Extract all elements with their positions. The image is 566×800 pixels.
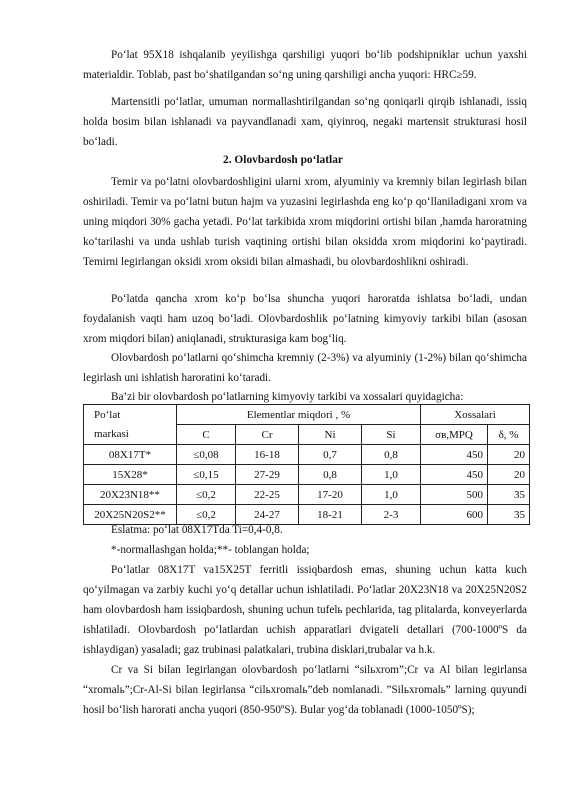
table-row bbox=[84, 485, 530, 505]
cell-c: ≤0,15 bbox=[177, 465, 236, 485]
table-row bbox=[84, 465, 530, 485]
header-ni: Ni bbox=[299, 425, 362, 445]
paragraph: Po‘latda qancha xrom ko‘p bo‘lsa shuncha yuqori haroratda ishlatsa bo‘ladi, undan foydalanish vaqti ham uzoq bo‘ladi. Olovbardoshlik po‘latning kimyoviy tarkibi bilan (asosan xrom miqdori bilan) aniqlanadi, strukturasiga kam bog‘liq. bbox=[83, 293, 527, 345]
paragraph: Martensitli po‘latlar, umuman normallashtirilgandan so‘ng qoniqarli qirqib ishlanadi, issiq holda bosim bilan ishlanadi va payvandlanadi xam, qiyinroq, negaki martensit strukturasi hosil bo‘ladi. bbox=[83, 96, 527, 148]
cell-sigma: 450 bbox=[421, 445, 488, 465]
cell-si: 1,0 bbox=[362, 465, 421, 485]
section-heading: 2. Olovbardosh po‘latlar bbox=[223, 154, 343, 166]
paragraph: Po‘lat 95X18 ishqalanib yeyilishga qarshiligi yuqori bo‘lib podshipniklar uchun yaxshi materialdir. Toblab, past bo‘shatilgandan so‘ng uning qarshiligi ancha yuqori: HRC≥59. bbox=[83, 49, 527, 81]
cell-ni: 17-20 bbox=[299, 485, 362, 505]
paragraph: Po‘latlar 08X17T va15X25T ferritli issiqbardosh emas, shuning uchun katta kuch qo‘yilmagan va zarbiy kuchi yo‘q detallar uchun ishlatiladi. Po‘latlar 20X23N18 va 20X25N20S2 ham olovbardosh ham issiqbardosh, shuning uchun tufelь pechlarida, tag plitalarda, konveyerlarda ishlatiladi. Olovbardosh po‘latlardan uchish apparatlari dvigateli detallari (700-1000ºS da ishlaydigan) yasaladi; gaz trubinasi palatkalari, trubina disklari,trubalar va h.k. bbox=[83, 564, 527, 656]
paragraph: Olovbardosh po‘latlarni qo‘shimcha kremniy (2-3%) va alyuminiy (1-2%) bilan qo‘shimcha legirlash uni ishlatish haroratini ko‘taradi. bbox=[83, 352, 527, 384]
header-si: Si bbox=[362, 425, 421, 445]
header-grade-1: Po‘lat bbox=[84, 405, 177, 425]
cell-delta: 35 bbox=[488, 505, 530, 525]
paragraph: Cr va Si bilan legirlangan olovbardosh po‘latlarni “silьxrom”;Cr va Al bilan legirlansa “xromalь”;Cr-Al-Si bilan legirlansa “cilьxromalь”deb nomlanadi. ”Silьxromalь” larning quyundi hosil bo‘lish harorati ancha yuqori (850-950ºS). Bular yog‘da toblanadi (1000-1050ºS); bbox=[83, 664, 527, 716]
cell-c: ≤0,2 bbox=[177, 485, 236, 505]
header-grade-2: markasi bbox=[84, 425, 177, 445]
cell-cr: 22-25 bbox=[236, 485, 299, 505]
cell-sigma: 600 bbox=[421, 505, 488, 525]
cell-cr: 27-29 bbox=[236, 465, 299, 485]
paragraph: Eslatma: po‘lat 08X17Tda Ti=0,4-0,8. bbox=[111, 524, 283, 536]
cell-si: 0,8 bbox=[362, 445, 421, 465]
cell-cr: 24-27 bbox=[236, 505, 299, 525]
cell-si: 2-3 bbox=[362, 505, 421, 525]
cell-si: 1,0 bbox=[362, 485, 421, 505]
cell-delta: 35 bbox=[488, 485, 530, 505]
cell-sigma: 500 bbox=[421, 485, 488, 505]
table-row bbox=[84, 445, 530, 465]
cell-grade: 15X28* bbox=[84, 465, 177, 485]
cell-c: ≤0,08 bbox=[177, 445, 236, 465]
cell-ni: 18-21 bbox=[299, 505, 362, 525]
header-elements: Elementlar miqdori , % bbox=[177, 405, 421, 425]
cell-grade: 08X17T* bbox=[84, 445, 177, 465]
cell-delta: 20 bbox=[488, 465, 530, 485]
cell-grade: 20X23N18** bbox=[84, 485, 177, 505]
header-c: C bbox=[177, 425, 236, 445]
cell-sigma: 450 bbox=[421, 465, 488, 485]
header-delta: δ, % bbox=[488, 425, 530, 445]
paragraph: Temir va po‘latni olovbardoshligini ularni xrom, alyuminiy va kremniy bilan legirlash bilan oshiriladi. Temir va po‘latni butun hajm va yuzasini legirlashda eng ko‘p qo‘llaniladigani xrom va uning miqdori 30% gacha yetadi. Po‘lat tarkibida xrom miqdorini ortishi bilan ,hamda haroratning ko‘tarilashi va unda ushlab turish vaqtining ortishi bilan oksidda xrom miqdorini ko‘paytiradi. Temirni legirlangan oksidi xrom oksidi bilan almashadi, bu olovbardoshlikni oshiradi. bbox=[83, 176, 527, 268]
header-sigma: σв,MPQ bbox=[421, 425, 488, 445]
paragraph: Ba’zi bir olovbardosh po‘latlarning kimyoviy tarkibi va xossalari quyidagicha: bbox=[111, 391, 464, 403]
cell-cr: 16-18 bbox=[236, 445, 299, 465]
steel-composition-table bbox=[83, 404, 530, 525]
cell-delta: 20 bbox=[488, 445, 530, 465]
cell-grade: 20X25N20S2** bbox=[84, 505, 177, 525]
paragraph: *-normallashgan holda;**- toblangan holda; bbox=[111, 544, 310, 556]
header-properties: Xossalari bbox=[421, 405, 530, 425]
cell-ni: 0,8 bbox=[299, 465, 362, 485]
cell-c: ≤0,2 bbox=[177, 505, 236, 525]
header-cr: Cr bbox=[236, 425, 299, 445]
text-after-table bbox=[83, 520, 527, 720]
cell-ni: 0,7 bbox=[299, 445, 362, 465]
